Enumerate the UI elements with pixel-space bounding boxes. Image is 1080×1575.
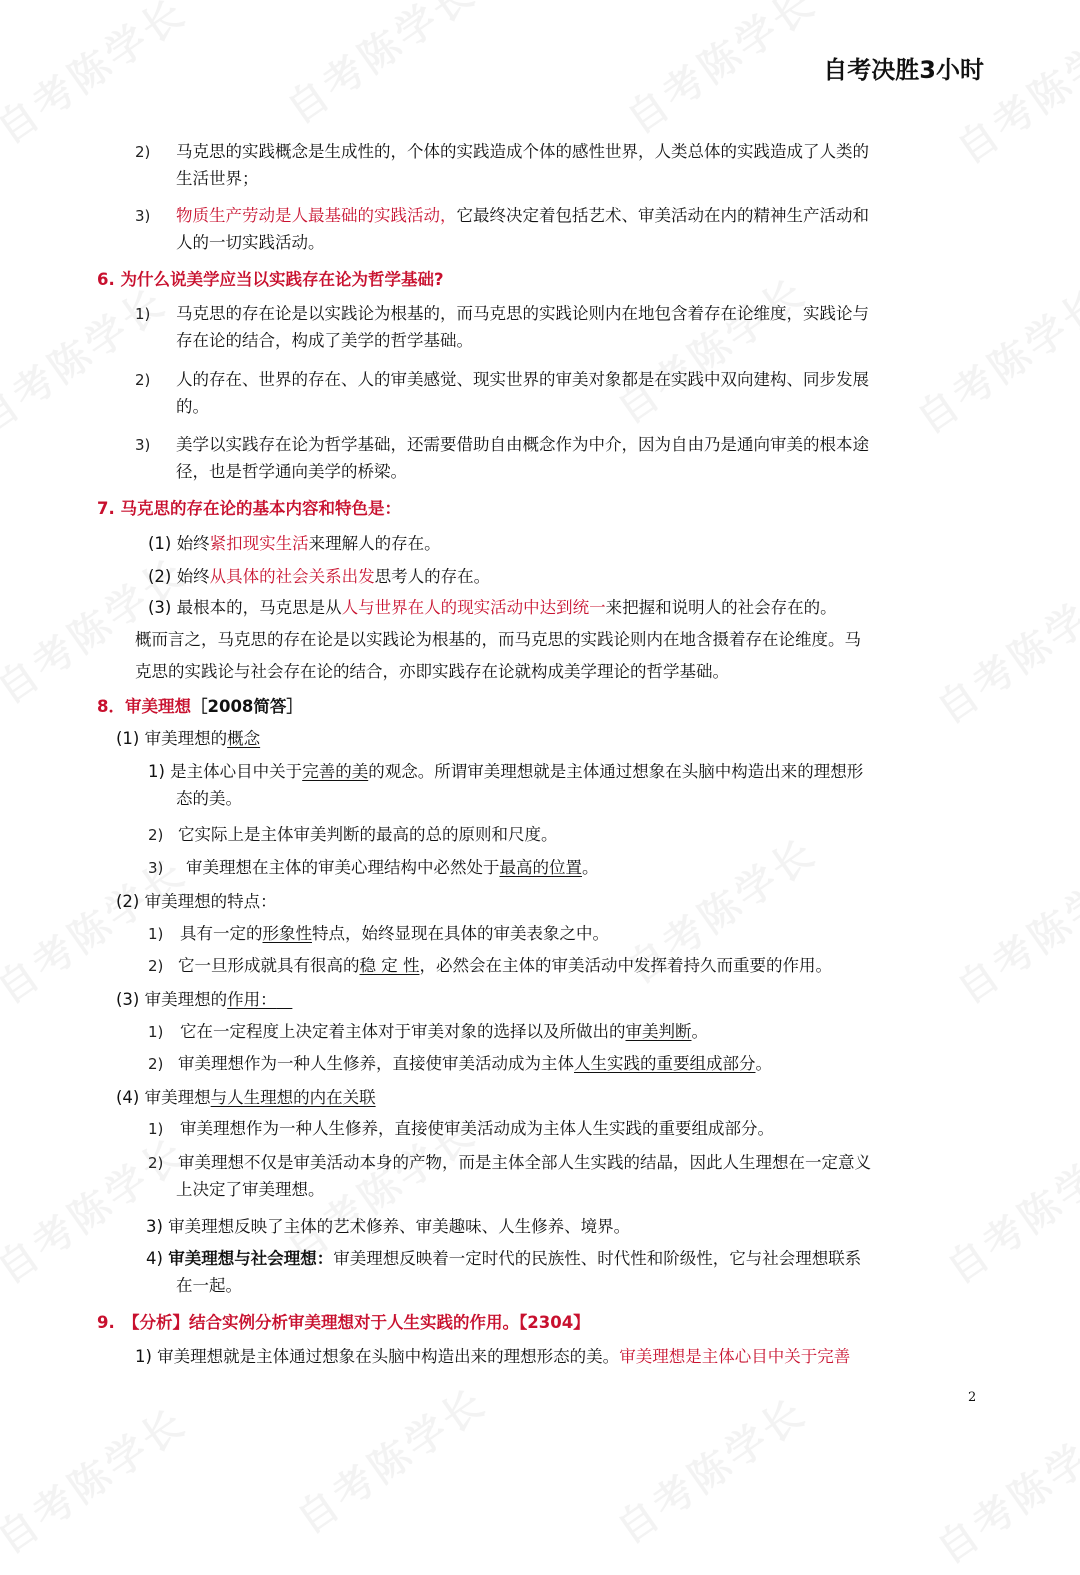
list-item-text: 它实际上是主体审美判断的最高的总的原则和尺度。 <box>178 825 558 844</box>
underlined-text: 审美判断 <box>625 1022 692 1041</box>
underlined-text: 作用： <box>227 990 277 1009</box>
text-run: (1) 审美理想的 <box>116 729 228 748</box>
list-number: 2) <box>148 1154 164 1172</box>
list-item-text: 马克思的存在论是以实践论为根基的，而马克思的实践论则内在地包含着存在论维度，实践论与 <box>176 304 869 323</box>
underline-space <box>277 990 293 1009</box>
watermark-text <box>944 842 1080 1015</box>
text-run: 思考人的存在。 <box>374 567 491 586</box>
header-title: 自考决胜3小时 <box>823 56 984 84</box>
section-heading: 7. 马克思的存在论的基本内容和特色是： <box>97 499 401 518</box>
list-number: 2) <box>148 957 164 975</box>
underlined-text: 稳 定 性 <box>359 956 420 975</box>
underlined-text: 人生实践的重要组成部分 <box>574 1054 756 1073</box>
list-item-text: 3) 审美理想反映了主体的艺术修养、审美趣味、人生修养、境界。 <box>146 1217 631 1236</box>
list-number: 2) <box>135 143 151 161</box>
list-item-text <box>180 1017 708 1047</box>
text-run: 审美理想反映着一定时代的民族性、时代性和阶级性，它与社会理想联系 <box>333 1249 862 1268</box>
list-number: 2) <box>135 371 151 389</box>
list-item-text-rest: 它最终决定着包括艺术、审美活动在内的精神生产活动和 <box>456 206 869 225</box>
subheading: (2) 审美理想的特点： <box>116 892 277 911</box>
watermark-text <box>0 1392 196 1565</box>
text-run: ，必然会在主体的审美活动中发挥着持久而重要的作用。 <box>419 956 832 975</box>
highlight-text: 物质生产劳动是人最基础的实践活动， <box>176 206 457 225</box>
list-number: 3) <box>148 859 164 877</box>
watermark-text <box>0 272 176 445</box>
watermark-text <box>284 1372 497 1545</box>
list-item-text <box>148 529 441 559</box>
list-number: 1) <box>148 1120 164 1138</box>
list-item-text: 生活世界； <box>176 169 259 188</box>
list-item-text <box>178 951 832 981</box>
list-item-text <box>186 853 599 883</box>
watermark-text <box>274 0 487 135</box>
heading-text: 8．审美理想 <box>97 697 191 716</box>
text-run: (1) 始终 <box>148 534 210 553</box>
highlight-text: 审美理想是主体心目中关于完善 <box>619 1347 851 1366</box>
list-item-text <box>180 919 609 949</box>
list-item-text: 存在论的结合，构成了美学的哲学基础。 <box>176 331 473 350</box>
text-run: (3) 最根本的，马克思是从 <box>148 598 342 617</box>
list-item-text: 审美理想不仅是审美活动本身的产物，而是主体全部人生实践的结晶，因此人生理想在一定意义 <box>178 1153 871 1172</box>
highlight-text: 人与世界在人的现实活动中达到统一 <box>341 598 606 617</box>
text-run: 。 <box>691 1022 708 1041</box>
highlight-text: 从具体的社会关系出发 <box>209 567 375 586</box>
list-item-text: 马克思的实践概念是生成性的，个体的实践造成个体的感性世界，人类总体的实践造成了人类的 <box>176 142 869 161</box>
underlined-text: 完善的美 <box>302 762 369 781</box>
list-item-text <box>178 1049 772 1079</box>
list-number: 1) <box>148 925 164 943</box>
text-run: 它一旦形成就具有很高的 <box>178 956 360 975</box>
watermark-text <box>904 272 1080 445</box>
subheading <box>116 1083 376 1113</box>
text-run: 的观念。所谓审美理想就是主体通过想象在头脑中构造出来的理想形 <box>368 762 864 781</box>
highlight-text: 紧扣现实生活 <box>209 534 309 553</box>
watermark-text <box>924 562 1080 735</box>
watermark-text <box>604 262 817 435</box>
summary-paragraph: 概而言之，马克思的存在论是以实践论为根基的，而马克思的实践论则内在地含摄着存在论维度。马 <box>135 630 861 649</box>
list-item-text <box>148 757 863 787</box>
section-heading <box>97 692 303 722</box>
list-number: 3) <box>135 207 151 225</box>
text-run: 审美理想在主体的审美心理结构中必然处于 <box>186 858 500 877</box>
text-run: (4) 审美理想 <box>116 1088 211 1107</box>
watermark-text <box>604 1382 817 1555</box>
underlined-text: 与人生理想的内在关联 <box>210 1088 376 1107</box>
list-item-text: 在一起。 <box>176 1276 242 1295</box>
text-run: 具有一定的 <box>180 924 263 943</box>
list-item-text: 径，也是哲学通向美学的桥梁。 <box>176 462 407 481</box>
page-number: 2 <box>968 1390 977 1405</box>
heading-tag: ［2008简答］ <box>190 697 303 716</box>
list-number: 2) <box>148 826 164 844</box>
underlined-text: 概念 <box>227 729 261 748</box>
list-number: 1) <box>148 1023 164 1041</box>
watermark-text <box>614 0 827 145</box>
watermark-text <box>944 2 1080 175</box>
text-run: 审美理想作为一种人生修养，直接使审美活动成为主体 <box>178 1054 574 1073</box>
list-item-text: 美学以实践存在论为哲学基础，还需要借助自由概念作为中介，因为自由乃是通向审美的根本途 <box>176 435 869 454</box>
list-item-text <box>148 593 837 623</box>
underlined-text: 最高的位置 <box>499 858 582 877</box>
watermark-text <box>0 0 196 155</box>
list-number: 3) <box>135 436 151 454</box>
summary-paragraph: 克思的实践论与社会存在论的结合，亦即实践存在论就构成美学理论的哲学基础。 <box>135 662 729 681</box>
text-run: (2) 始终 <box>148 567 210 586</box>
list-item-text <box>148 562 490 592</box>
watermark-text <box>924 1402 1080 1575</box>
list-item-text: 人的一切实践活动。 <box>176 233 325 252</box>
text-run: 。 <box>582 858 599 877</box>
list-item-text: 的。 <box>176 397 209 416</box>
text-run: 4) <box>146 1249 169 1268</box>
list-item-text: 上决定了审美理想。 <box>176 1180 325 1199</box>
text-run: 1) 审美理想就是主体通过想象在头脑中构造出来的理想形态的美。 <box>135 1347 620 1366</box>
list-item-text <box>176 201 869 231</box>
text-run: (3) 审美理想的 <box>116 990 228 1009</box>
subheading <box>116 724 260 754</box>
section-heading: 9. 【分析】结合实例分析审美理想对于人生实践的作用。【2304】 <box>97 1313 590 1332</box>
bold-text: 审美理想与社会理想： <box>168 1249 334 1268</box>
watermark-text <box>934 1122 1080 1295</box>
text-run: 来把握和说明人的社会存在的。 <box>605 598 837 617</box>
list-item-text: 审美理想作为一种人生修养，直接使审美活动成为主体人生实践的重要组成部分。 <box>180 1119 774 1138</box>
text-run: 特点，始终显现在具体的审美表象之中。 <box>312 924 609 943</box>
list-item-text <box>135 1342 850 1372</box>
list-item-text: 态的美。 <box>176 789 242 808</box>
list-item-text: 人的存在、世界的存在、人的审美感觉、现实世界的审美对象都是在实践中双向建构、同步发展 <box>176 370 869 389</box>
text-run: 1) 是主体心目中关于 <box>148 762 303 781</box>
list-number: 2) <box>148 1055 164 1073</box>
text-run: 来理解人的存在。 <box>308 534 441 553</box>
section-heading: 6. 为什么说美学应当以实践存在论为哲学基础? <box>97 270 444 289</box>
underlined-text: 形象性 <box>262 924 312 943</box>
text-run: 。 <box>755 1054 772 1073</box>
list-number: 1) <box>135 305 151 323</box>
list-item-text <box>146 1244 861 1274</box>
text-run: 它在一定程度上决定着主体对于审美对象的选择以及所做出的 <box>180 1022 626 1041</box>
subheading <box>116 985 292 1015</box>
